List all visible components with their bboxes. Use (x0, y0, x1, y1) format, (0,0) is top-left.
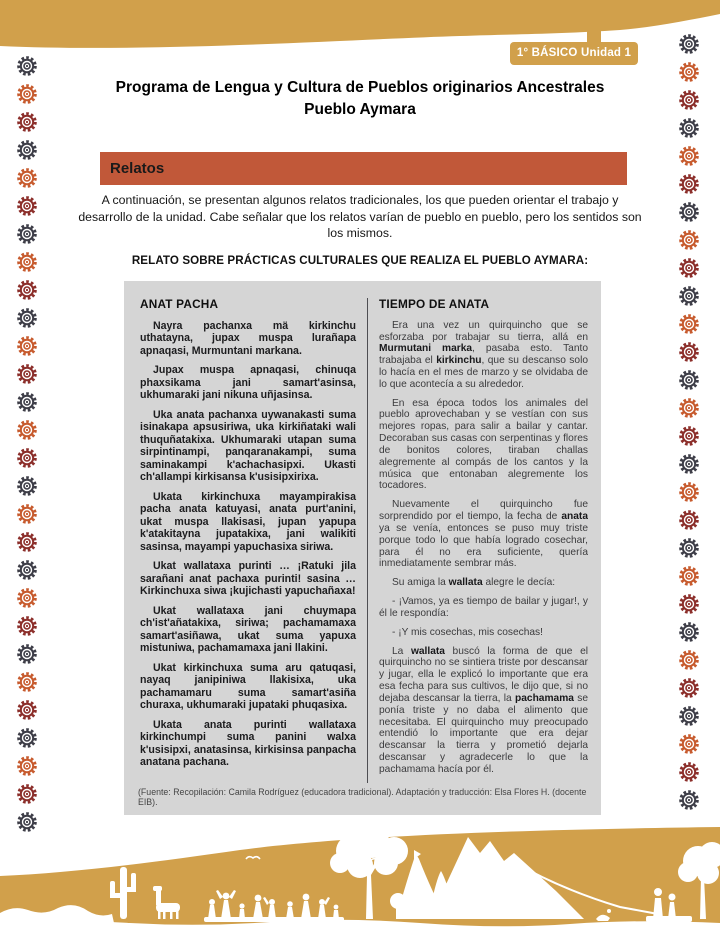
story-paragraph: Su amiga la wallata alegre le decía: (392, 577, 556, 589)
rosette-icon (678, 565, 700, 587)
section-banner-label: Relatos (110, 160, 165, 177)
rosette-icon (16, 335, 38, 357)
rosette-icon (16, 419, 38, 441)
rosette-icon (16, 55, 38, 77)
rosette-icon (16, 391, 38, 413)
story-paragraph: Jupax muspa apnaqasi, chinuqa phaxsikama jani samart'asinsa, ukhumaraki jani nikuna uñjasinsa. (140, 364, 356, 402)
story-paragraph: En esa época todos los animales del pueblo aprovechaban y se vestían con sus mejores ropas, para salir a bailar y cantar. Decoraban sus casas con serpentinas y flores de bonitos colores, tiraban challas alegremente al compás de los cantos y la música que entonaban alegremente los tocadores. (379, 397, 588, 492)
rosette-icon (16, 643, 38, 665)
rosette-icon (678, 705, 700, 727)
program-subtitle: Pueblo Aymara (304, 101, 416, 118)
rosette-icon (678, 173, 700, 195)
rosette-icon (678, 145, 700, 167)
bottom-landscape (0, 815, 720, 932)
rosette-icon (678, 229, 700, 251)
rosette-icon (16, 195, 38, 217)
story-paragraph: Uka anata pachanxa uywanakasti suma isinakapa apsusiriwa, uka kirkiñataki wali thuquñatakixa. Ukhumaraki utapan suma sirpintinampi, panqaranakampi, suma saminakampi k'achachasipxi. Ukasti ch'allampi kirkisansa k'usisipxirixa. (140, 408, 356, 484)
rosette-icon (16, 223, 38, 245)
rosette-icon (16, 475, 38, 497)
top-wave-shape (0, 0, 720, 48)
rosette-icon (16, 531, 38, 553)
story-paragraph: - ¡Y mis cosechas, mis cosechas! (392, 626, 543, 638)
rosette-icon (16, 755, 38, 777)
story-paragraph: Era una vez un quirquincho que se esforzaba por trabajar su tierra, allá en Murmutani marka, pasaba esto. Tanto trabajaba el kirkinchu, que su descanso solo lo hacía en el mes de marzo y se olvidaba de lo que acontecía a su alrededor. (379, 319, 588, 390)
story-box (124, 281, 601, 815)
rosette-icon (16, 503, 38, 525)
rosette-icon (16, 279, 38, 301)
rosette-icon (16, 783, 38, 805)
rosette-icon (16, 587, 38, 609)
rosette-icon (16, 139, 38, 161)
rosette-icon (678, 341, 700, 363)
rosette-icon (678, 397, 700, 419)
rosette-icon (678, 649, 700, 671)
rosette-icon (678, 733, 700, 755)
right-border-ornament (678, 33, 700, 811)
story-column-aymara (140, 298, 367, 783)
rosette-icon (678, 33, 700, 55)
section-subheading: RELATO SOBRE PRÁCTICAS CULTURALES QUE REALIZA EL PUEBLO AYMARA: (131, 254, 589, 267)
rosette-icon (678, 201, 700, 223)
story-title-spanish: TIEMPO DE ANATA (379, 298, 490, 311)
rosette-icon (678, 761, 700, 783)
rosette-icon (16, 671, 38, 693)
intro-paragraph: A continuación, se presentan algunos relatos tradicionales, los que pueden orientar el trabajo y desarrollo de la unidad. Cabe señalar que los relatos varían de pueblo en pueblo, pero los sentidos son los mismos. (78, 193, 642, 241)
unit-badge: 1° BÁSICO Unidad 1 (510, 42, 638, 65)
rosette-icon (678, 789, 700, 811)
rosette-icon (678, 677, 700, 699)
left-border-ornament (16, 55, 38, 833)
rosette-icon (16, 727, 38, 749)
rosette-icon (16, 615, 38, 637)
rosette-icon (678, 593, 700, 615)
rosette-icon (678, 369, 700, 391)
rosette-icon (16, 559, 38, 581)
story-paragraph: Nuevamente el quirquincho fue sorprendido por el tiempo, la fecha de anata ya se venía, entonces se puso muy triste porque todo lo que había logrado cosechar, para él no era suficiente, quería inmediatamente sembrar más. (379, 499, 588, 570)
rosette-icon (678, 509, 700, 531)
rosette-icon (678, 621, 700, 643)
rosette-icon (678, 481, 700, 503)
rosette-icon (16, 307, 38, 329)
rosette-icon (678, 313, 700, 335)
rosette-icon (678, 537, 700, 559)
story-paragraph: Ukat kirkinchuxa suma aru qatuqasi, nayaq janipiniwa llakisixa, uka pachamamaru suma samart'asiña churaxa, ukhumaraki jupataki phuqasixa. (140, 661, 356, 712)
story-paragraph: - ¡Vamos, ya es tiempo de bailar y jugar!, y él le respondía: (379, 596, 588, 619)
rosette-icon (678, 453, 700, 475)
rosette-icon (16, 447, 38, 469)
story-column-spanish (367, 298, 588, 783)
rosette-icon (16, 167, 38, 189)
story-paragraph: Ukat wallataxa jani chuymapa ch'ist'añatakixa, siriwa; pachamamaxa samart'asiñawa, ukat suma yapuxa mistuniwa, pachamamaxa jani llakini. (140, 604, 356, 655)
page-header (0, 77, 720, 121)
story-columns (140, 298, 588, 783)
rosette-icon (678, 425, 700, 447)
rosette-icon (678, 285, 700, 307)
section-banner (100, 152, 627, 185)
rosette-icon (16, 363, 38, 385)
story-body-spanish (379, 320, 588, 783)
source-credit: (Fuente: Recopilación: Camila Rodríguez (educadora tradicional). Adaptación y traducción: Elsa Flores H. (docente EIB). (138, 787, 587, 807)
story-paragraph: Ukata anata purinti wallataxa kirkinchumpi suma panini walxa k'usisipxi, anatasinsa, kirkisinsa panpacha anatana pachana. (140, 718, 356, 769)
story-paragraph: Ukat wallataxa purinti … ¡Ratuki jila sarañani anat pachaxa purinti! sasina … Kirkinchuxa siwa ¡kujichasti yapuchañaxa! (140, 560, 356, 598)
story-body-aymara (140, 320, 356, 769)
story-title-aymara: ANAT PACHA (140, 298, 219, 311)
story-paragraph: Ukata kirkinchuxa mayampirakisa pacha anata katuyasi, anata purt'anini, ukat muspa llakisasi, jupan yapupa k'atakitayna jupatakixa, jani walikiti sasinsa, mayampi yapuchasixa siriwa. (140, 490, 356, 553)
story-paragraph: Nayra pachanxa mä kirkinchu uthatayna, jupax muspa lurañapa apnaqasi, Murmuntani markana. (140, 319, 356, 357)
story-paragraph: La wallata buscó la forma de que el quirquincho no se sintiera triste por descansar y jugar, ella le explicó lo importante que era esa fecha para sus cultivos, le dijo que, si no dejaba descansar la tierra, la pachamama se ponía triste y no daba el alimento que necesitaba. El quirquincho muy preocupado entendió lo importante que era dejar descansar la tierra y prometió dejarla descansar y agradecerle lo que la pachamama hacía por él. (379, 645, 588, 775)
rosette-icon (16, 699, 38, 721)
program-title: Programa de Lengua y Cultura de Pueblos originarios Ancestrales (115, 79, 605, 96)
